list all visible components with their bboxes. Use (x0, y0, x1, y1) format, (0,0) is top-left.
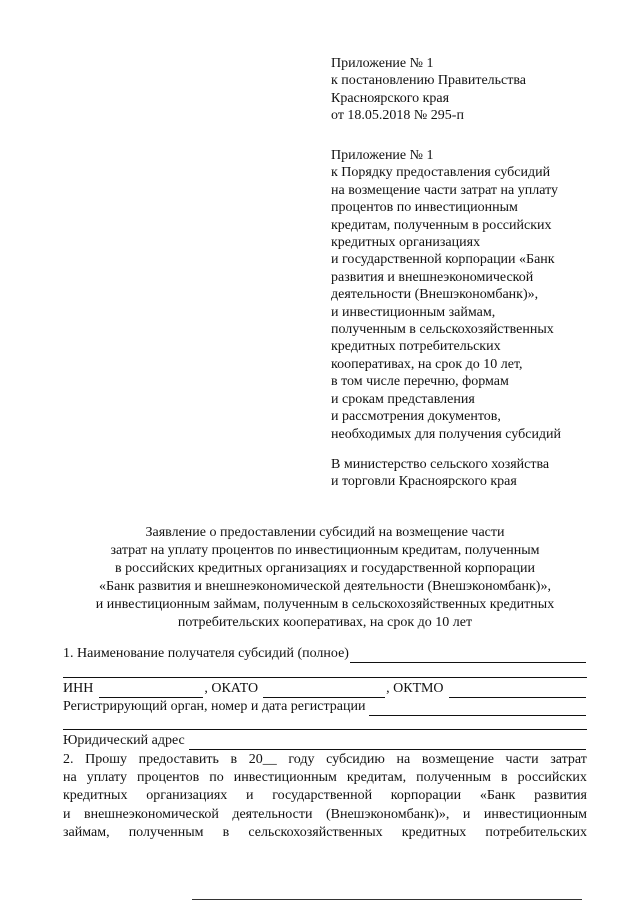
recipient-name-continuation-field[interactable] (63, 677, 587, 678)
header-line: в том числе перечню, формам (331, 374, 509, 390)
word: возмещение (421, 752, 494, 767)
header-line: Приложение № 1 (331, 148, 434, 163)
word: Прошу (85, 752, 127, 767)
scan-edge-line (192, 899, 582, 900)
registration-field[interactable] (369, 701, 586, 716)
title-line: потребительских кооперативах, на срок до 10 лет (177, 615, 473, 630)
application-title (60, 524, 590, 632)
word: и (63, 806, 71, 822)
word: году (288, 752, 315, 767)
header-line: и срокам представления (331, 391, 475, 407)
codes-row (63, 680, 587, 698)
word: на (63, 770, 77, 786)
header-line: от 18.05.2018 № 295-п (331, 108, 464, 124)
oktmo-label: , ОКТМО (386, 681, 444, 696)
legal-address-field[interactable] (189, 735, 586, 750)
word: кредитных (401, 824, 467, 840)
recipient-name-label: 1. Наименование получателя субсидий (полное) (63, 646, 349, 661)
header-line: полученным в сельскохозяйственных (331, 322, 554, 338)
legal-address-label: Юридический адрес (63, 733, 185, 748)
header-line: кредитных потребительских (331, 339, 501, 355)
registration-label: Регистрирующий орган, номер и дата регистрации (63, 699, 366, 714)
word: в (230, 752, 238, 767)
word: в (500, 770, 508, 786)
header-line: к Порядку предоставления субсидий (331, 165, 551, 181)
word: предоставить (138, 752, 219, 767)
word: на (396, 752, 411, 767)
appendix-government-header (331, 55, 526, 125)
word: полученным (416, 770, 491, 786)
word: займам, (63, 824, 110, 840)
registration-continuation-field[interactable] (63, 729, 587, 730)
header-line: процентов по инвестиционным (331, 200, 518, 216)
word: 2. (63, 752, 74, 767)
word: корпорации (390, 788, 462, 804)
inn-field[interactable] (99, 683, 203, 698)
word: полученным (128, 824, 204, 840)
header-line: к постановлению Правительства (331, 73, 527, 89)
word: сельскохозяйственных (248, 824, 383, 840)
word: процентов (136, 770, 200, 786)
title-line: и инвестиционным займам, полученным в сельскохозяйственных кредитных (95, 597, 555, 612)
addressee-line: В министерство сельского хозяйства (331, 457, 550, 472)
inn-label: ИНН (63, 681, 94, 696)
word: и (462, 806, 471, 822)
paragraph-line (63, 806, 587, 824)
word: кредитам, (346, 770, 407, 786)
title-line: затрат на уплату процентов по инвестиционным кредитам, полученным (110, 543, 540, 558)
header-line: на возмещение части затрат на уплату (331, 182, 559, 198)
word: субсидию (326, 752, 385, 767)
year-field[interactable]: 20__ (248, 752, 277, 767)
recipient-name-field[interactable] (350, 648, 586, 663)
header-line: кредитных организациях (331, 235, 481, 251)
word: организациях (146, 788, 228, 804)
word: деятельности (232, 806, 313, 822)
word: в (222, 824, 230, 840)
word: развития (534, 788, 587, 804)
header-line: кредитам, полученным в российских (331, 217, 552, 233)
paragraph-line (63, 824, 587, 842)
header-line: кооперативах, на срок до 10 лет, (331, 356, 523, 372)
word: затрат (550, 752, 587, 767)
word: и (246, 788, 254, 804)
subsidy-request-paragraph (63, 751, 587, 842)
paragraph-line (63, 787, 587, 805)
header-line: Приложение № 1 (331, 56, 434, 71)
word: кредитных (63, 788, 128, 804)
word: уплату (86, 770, 127, 786)
appendix-procedure-header (331, 147, 561, 443)
word: инвестиционным (233, 770, 337, 786)
registration-row (63, 698, 587, 716)
word: инвестиционным (483, 806, 587, 822)
header-line: развития и внешнеэкономической (331, 269, 534, 285)
header-line: и инвестиционным займам, (331, 304, 496, 320)
word: «Банк (479, 788, 516, 804)
legal-address-row (63, 732, 587, 750)
addressee (331, 456, 549, 491)
addressee-line: и торговли Красноярского края (331, 474, 517, 490)
recipient-name-row (63, 645, 587, 663)
title-line: в российских кредитных организациях и государственной корпорации (115, 561, 535, 576)
word: части (505, 752, 539, 767)
header-line: и рассмотрения документов, (331, 409, 501, 425)
header-line: Красноярского края (331, 90, 450, 106)
okato-label: , ОКАТО (204, 681, 259, 696)
paragraph-line (63, 769, 587, 787)
word: внешнеэкономической (83, 806, 219, 822)
header-line: необходимых для получения субсидий (331, 426, 562, 442)
word: потребительских (485, 824, 587, 840)
paragraph-line (63, 751, 587, 769)
title-line: Заявление о предоставлении субсидий на возмещение части (145, 525, 505, 540)
title-line: «Банк развития и внешнеэкономической деятельности (Внешэкономбанк)», (99, 579, 551, 594)
okato-field[interactable] (263, 683, 385, 698)
word: государственной (272, 788, 373, 804)
word: российских (517, 770, 587, 786)
oktmo-field[interactable] (449, 683, 586, 698)
word: (Внешэкономбанк)», (325, 806, 450, 822)
word: по (209, 770, 224, 786)
header-line: и государственной корпорации «Банк (331, 252, 555, 268)
header-line: деятельности (Внешэкономбанк)», (331, 287, 539, 303)
